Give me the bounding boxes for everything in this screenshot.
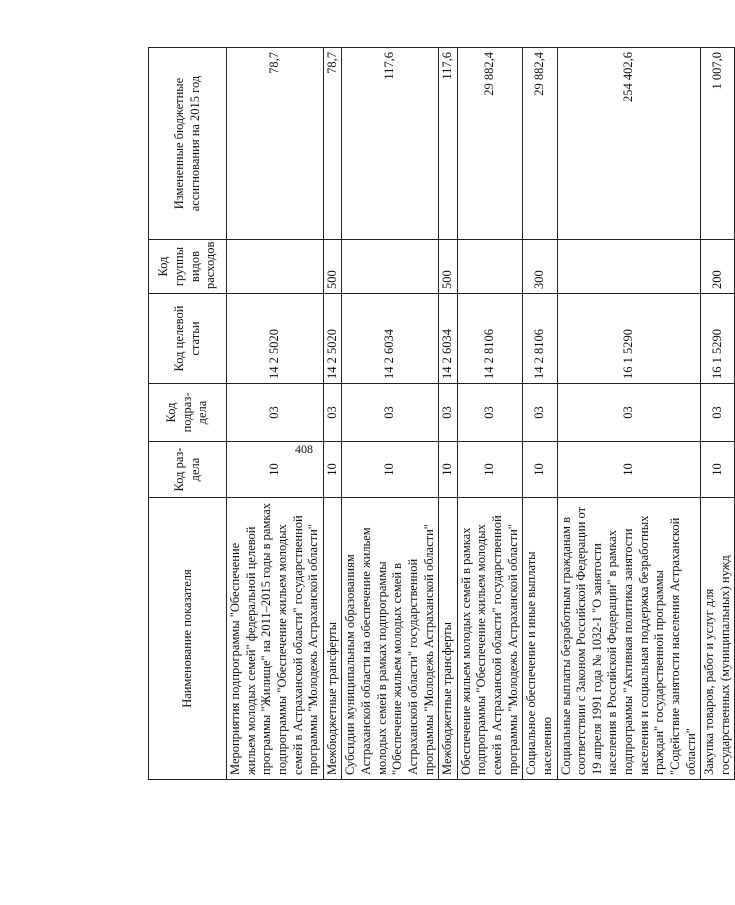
page-number: 408 bbox=[295, 442, 313, 456]
cell-razdel: 10 bbox=[439, 442, 458, 498]
table-row bbox=[227, 48, 324, 780]
cell-podrazdel: 03 bbox=[227, 384, 324, 442]
cell-podrazdel: 03 bbox=[557, 384, 701, 442]
header-razdel: Код раз-дела bbox=[149, 442, 227, 498]
cell-vid bbox=[342, 240, 439, 294]
cell-amount: 29 882,4 bbox=[523, 48, 557, 240]
cell-razdel: 10 bbox=[557, 442, 701, 498]
header-name: Наименование показателя bbox=[149, 498, 227, 780]
cell-amount: 117,6 bbox=[342, 48, 439, 240]
cell-amount: 117,6 bbox=[439, 48, 458, 240]
header-statya: Код целевой статьи bbox=[149, 294, 227, 384]
cell-podrazdel: 03 bbox=[323, 384, 342, 442]
cell-vid: 300 bbox=[523, 240, 557, 294]
cell-razdel: 10 bbox=[701, 442, 735, 498]
cell-podrazdel: 03 bbox=[523, 384, 557, 442]
cell-razdel: 10 bbox=[342, 442, 439, 498]
cell-name: Социальное обеспечение и иные выплаты населению bbox=[523, 498, 557, 780]
cell-statya: 14 2 8106 bbox=[523, 294, 557, 384]
table-row bbox=[342, 48, 439, 780]
cell-statya: 14 2 6034 bbox=[439, 294, 458, 384]
cell-statya: 14 2 6034 bbox=[342, 294, 439, 384]
cell-statya: 14 2 5020 bbox=[227, 294, 324, 384]
table-row bbox=[523, 48, 557, 780]
budget-table-sheet bbox=[148, 48, 732, 780]
cell-amount: 254 402,6 bbox=[557, 48, 701, 240]
table-row bbox=[457, 48, 523, 780]
cell-razdel: 10 bbox=[457, 442, 523, 498]
cell-name: Закупка товаров, работ и услуг для государственных (муниципальных) нужд bbox=[701, 498, 735, 780]
cell-razdel: 10 bbox=[523, 442, 557, 498]
cell-statya: 14 2 8106 bbox=[457, 294, 523, 384]
cell-podrazdel: 03 bbox=[439, 384, 458, 442]
cell-podrazdel: 03 bbox=[342, 384, 439, 442]
cell-amount: 78,7 bbox=[323, 48, 342, 240]
cell-podrazdel: 03 bbox=[701, 384, 735, 442]
cell-name: Мероприятия подпрограммы "Обеспечение жильем молодых семей" федеральной целевой программы "Жилище" на 2011–2015 годы в рамках подпрограммы "Обеспечение жильем молодых семей в Астраханской области" государственной программы "Молодежь Астраханской области" bbox=[227, 498, 324, 780]
cell-razdel: 10 bbox=[227, 442, 324, 498]
table-row bbox=[701, 48, 735, 780]
cell-vid: 200 bbox=[701, 240, 735, 294]
cell-name: Межбюджетные трансферты bbox=[439, 498, 458, 780]
cell-vid: 500 bbox=[439, 240, 458, 294]
cell-amount: 29 882,4 bbox=[457, 48, 523, 240]
cell-statya: 14 2 5020 bbox=[323, 294, 342, 384]
cell-amount: 1 007,0 bbox=[701, 48, 735, 240]
budget-table bbox=[148, 47, 735, 780]
cell-podrazdel: 03 bbox=[457, 384, 523, 442]
cell-vid bbox=[557, 240, 701, 294]
table-row bbox=[439, 48, 458, 780]
table-header-row bbox=[149, 48, 227, 780]
cell-amount: 78,7 bbox=[227, 48, 324, 240]
cell-razdel: 10 bbox=[323, 442, 342, 498]
cell-name: Обеспечение жильем молодых семей в рамках подпрограммы "Обеспечение жильем молодых семей в Астраханской области" государственной программы "Молодежь Астраханской области" bbox=[457, 498, 523, 780]
cell-statya: 16 1 5290 bbox=[701, 294, 735, 384]
cell-name: Социальные выплаты безработным гражданам в соответствии с Законом Российской Федерации от 19 апреля 1991 года № 1032-1 "О занятости населения в Российской Федерации" в рамках подпрограммы "Активная политика занятости населения и социальная поддержка безработных граждан" государственной программы "Содействие занятости населения Астраханской области" bbox=[557, 498, 701, 780]
cell-vid: 500 bbox=[323, 240, 342, 294]
table-row bbox=[557, 48, 701, 780]
cell-name: Субсидии муниципальным образованиям Астраханской области на обеспечение жильем молодых семей в рамках подпрограммы "Обеспечение жильем молодых семей в Астраханской области" государственной программы "Молодежь Астраханской области" bbox=[342, 498, 439, 780]
header-amount: Измененные бюджетные ассигнования на 2015 год bbox=[149, 48, 227, 240]
table-row bbox=[323, 48, 342, 780]
cell-vid bbox=[457, 240, 523, 294]
cell-name: Межбюджетные трансферты bbox=[323, 498, 342, 780]
header-vid: Код группы видов расходов bbox=[149, 240, 227, 294]
cell-statya: 16 1 5290 bbox=[557, 294, 701, 384]
header-podrazdel: Код подраз-дела bbox=[149, 384, 227, 442]
cell-vid bbox=[227, 240, 324, 294]
